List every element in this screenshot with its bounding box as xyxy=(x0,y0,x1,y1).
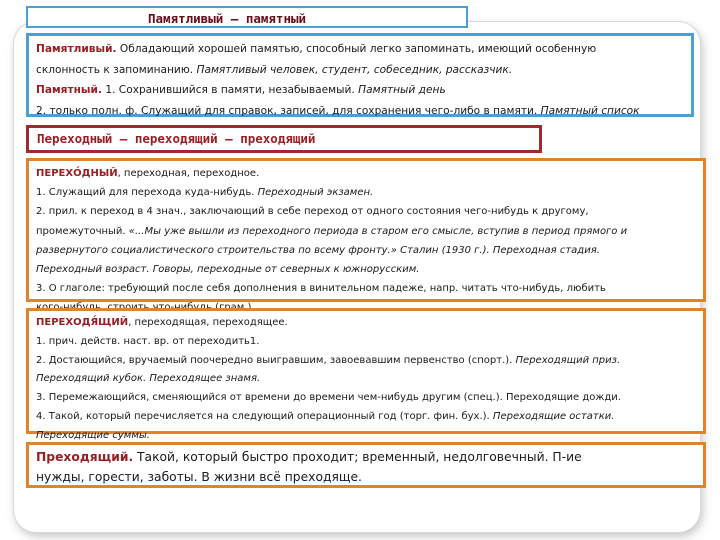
definition-text: , переходящая, переходящее. xyxy=(128,317,288,328)
example-text: Переходящие остатки. xyxy=(492,410,615,422)
definition-text: нужды, горести, заботы. В жизни всё преходяще. xyxy=(36,469,362,484)
example-text: развернутого социалистического строительства по всему фронту.» Сталин (1930 г.). Переходная стадия. xyxy=(36,244,600,256)
definition-text: 2. прил. к переход в 4 знач., заключающий в себе переход от одного состояния чего-нибудь к другому, xyxy=(36,206,589,218)
def-line xyxy=(36,202,697,221)
definition-text: Такой, который быстро проходит; временный, недолговечный. П-ие xyxy=(133,450,582,464)
def-line xyxy=(36,314,697,333)
definition-text: 1. прич. действ. наст. вр. от переходить1. xyxy=(36,335,260,347)
headword: ПЕРЕХО́ДНЫЙ xyxy=(36,168,118,179)
definition-text: 1. Сохранившийся в памяти, незабываемый. xyxy=(101,84,359,96)
definition-text: 4. Такой, который перечисляется на следующий операционный год (торг. фин. бух.). xyxy=(36,410,493,422)
definition-block-pamyatlivy xyxy=(26,33,694,117)
example-text: Памятный список xyxy=(540,104,640,117)
example-text: Памятливый человек, студент, собеседник, рассказчик. xyxy=(196,63,513,76)
definition-text: 3. Перемежающийся, сменяющийся от времени до времени чем-нибудь другим (спец.). Переходящие дожди. xyxy=(36,392,621,404)
def-line xyxy=(36,80,685,101)
def-line xyxy=(36,101,685,122)
definition-text: 2. только полн. ф. Служащий для справок, записей, для сохранения чего-либо в памяти. xyxy=(36,104,541,117)
example-text: Переходящий приз. xyxy=(515,354,621,366)
definition-block-perekhodyashchy xyxy=(26,308,706,441)
definition-text: , переходная, переходное. xyxy=(117,168,260,179)
def-line xyxy=(36,164,697,183)
headword: ПЕРЕХОДЯ́ЩИЙ xyxy=(36,317,129,328)
definition-text: 1. Служащий для перехода куда-нибудь. xyxy=(36,187,258,199)
definition-text: 3. О глаголе: требующий после себя дополнения в винительном падеже, напр. читать что-нибудь, любить xyxy=(36,283,606,295)
def-line xyxy=(36,408,697,427)
definition-text: склонность к запоминанию. xyxy=(36,63,197,76)
definition-block-perekhodny xyxy=(26,158,706,302)
example-text: Переходящие суммы. xyxy=(36,429,150,441)
definition-block-prekhodyashchy xyxy=(26,442,706,488)
example-text: Переходящий кубок. Переходящее знамя. xyxy=(36,373,261,385)
example-text: Переходный возраст. Говоры, переходные от северных к южнорусским. xyxy=(36,264,420,276)
title-pamyatlivy: Памятливый – памятный xyxy=(26,6,468,28)
example-text: «...Мы уже вышли из переходного периода в старом его смысле, вступив в период прямого и xyxy=(128,225,628,237)
title-perekhodny: Переходный – переходящий – преходящий xyxy=(26,125,542,153)
example-text: Памятный день xyxy=(358,84,446,96)
headword: Памятливый. xyxy=(36,43,117,55)
headword: Памятный. xyxy=(36,84,102,96)
def-line xyxy=(36,39,685,60)
example-text: Переходный экзамен. xyxy=(257,187,374,199)
def-line xyxy=(36,448,697,468)
def-line xyxy=(36,60,685,81)
definition-text: промежуточный. xyxy=(36,225,129,237)
definition-text: 2. Достающийся, вручаемый поочередно выигравшим, завоевавшим первенство (спорт.). xyxy=(36,354,516,366)
def-line xyxy=(36,222,697,241)
def-line xyxy=(36,183,697,202)
def-line xyxy=(36,352,697,371)
headword: Преходящий. xyxy=(36,450,134,464)
definition-text: Обладающий хорошей памятью, способный легко запоминать, имеющий особенную xyxy=(116,43,597,55)
